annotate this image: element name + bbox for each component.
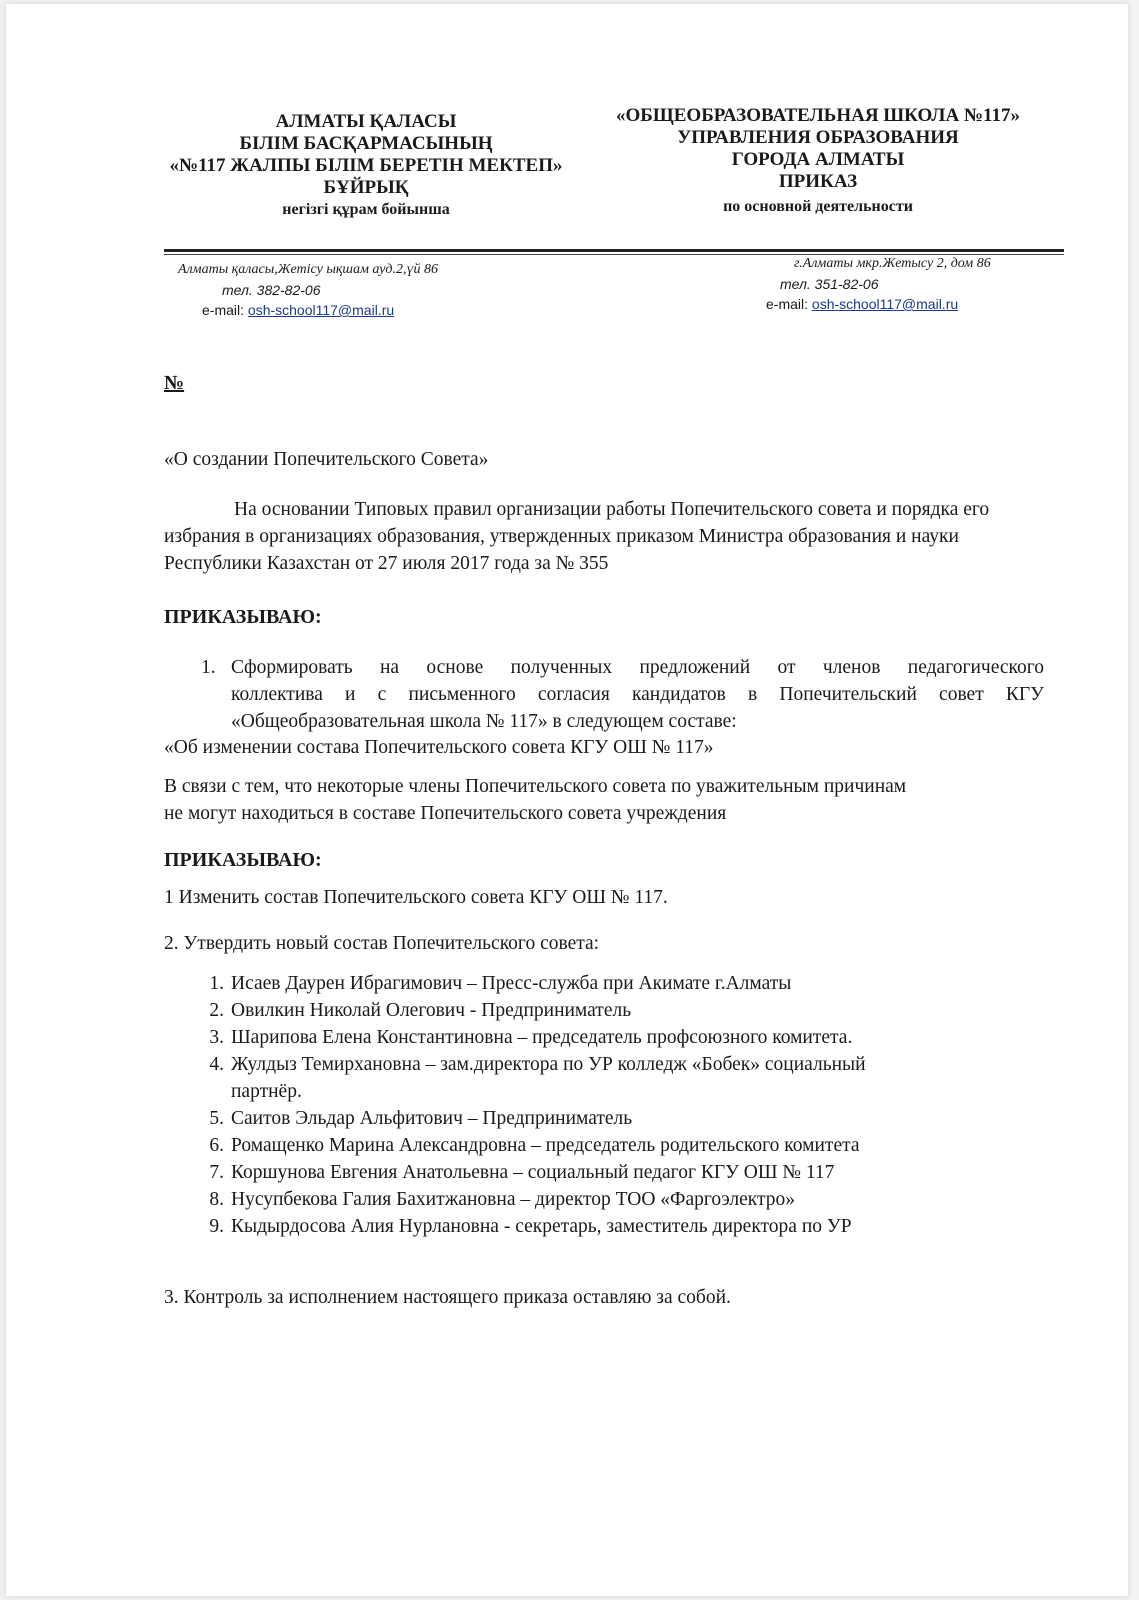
header-left-line5: негізгі құрам бойынша (282, 201, 450, 218)
order-item-1-line2: коллектива и с письменного согласия кандидатов в Попечительский совет КГУ (231, 684, 1044, 705)
order-point-2: 2. Утвердить новый состав Попечительского совета: (164, 933, 600, 954)
address-right-email-label: e-mail: (766, 296, 812, 312)
header-left-line2: БІЛІМ БАСҚАРМАСЫНЫҢ (239, 133, 493, 154)
address-right-email-link[interactable]: osh-school117@mail.ru (811, 296, 959, 312)
reason-paragraph (164, 773, 1064, 827)
list-item: 8. Нусупбекова Галия Бахитжановна – директор ТОО «Фаргоэлектро» (209, 1189, 795, 1210)
header-left-line3: «№117 ЖАЛПЫ БІЛІМ БЕРЕТІН МЕКТЕП» (169, 155, 563, 176)
order-point-3: 3. Контроль за исполнением настоящего приказа оставляю за собой. (164, 1287, 731, 1308)
list-item: 1. Исаев Даурен Ибрагимович – Пресс-служба при Акимате г.Алматы (209, 973, 792, 994)
header-right (588, 105, 1048, 218)
list-item: 2. Овилкин Николай Олегович - Предприниматель (209, 1000, 632, 1021)
address-left-email-link[interactable]: osh-school117@mail.ru (247, 302, 395, 318)
header-left-line1: АЛМАТЫ ҚАЛАСЫ (275, 111, 457, 132)
header-right-line5: по основной деятельности (723, 198, 913, 215)
list-item: 3. Шарипова Елена Константиновна – председатель профсоюзного комитета. (209, 1027, 853, 1048)
reason-line-2: не могут находиться в составе Попечительского совета учреждения (164, 803, 727, 824)
list-item: 4. Жулдыз Темирхановна – зам.директора по УР колледж «Бобек» социальный партнёр. (209, 1054, 866, 1102)
address-left-street: Алматы қаласы,Жетісу ықшам ауд.2,үй 86 (178, 262, 438, 277)
order-item-1-line1: Сформировать на основе полученных предложений от членов педагогического (231, 657, 1044, 678)
preamble-paragraph: На основании Типовых правил организации работы Попечительского совета и порядка его избрания в организациях образования, утвержденных приказом Министра образования и науки Республики Казахстан от 27 июля 2017 года за № 355 (164, 499, 990, 574)
order-heading-2: ПРИКАЗЫВАЮ: (164, 849, 322, 871)
reason-line-1: В связи с тем, что некоторые члены Попечительского совета по уважительным причинам (164, 776, 907, 797)
address-left (178, 260, 438, 320)
list-item: 5. Саитов Эльдар Альфитович – Предприниматель (209, 1108, 633, 1129)
address-right-phone: тел. 351-82-06 (780, 276, 879, 292)
address-right-street: г.Алматы мкр.Жетысу 2, дом 86 (794, 256, 991, 271)
header-right-line3: ГОРОДА АЛМАТЫ (731, 149, 905, 170)
order-item-1-number: 1. (201, 657, 216, 678)
header-right-line2: УПРАВЛЕНИЯ ОБРАЗОВАНИЯ (677, 127, 959, 148)
list-item: 6. Ромащенко Марина Александровна – председатель родительского комитета (209, 1135, 860, 1156)
list-item: 9. Кыдырдосова Алия Нурлановна - секретарь, заместитель директора по УР (209, 1216, 852, 1237)
header-divider-thick (164, 249, 1064, 252)
member-list (164, 970, 1064, 1240)
header-left-line4: БҰЙРЫҚ (323, 177, 409, 198)
order-item-1 (164, 654, 1044, 735)
address-right (766, 254, 991, 314)
address-left-email-label: e-mail: (202, 302, 248, 318)
list-item: 7. Коршунова Евгения Анатольевна – социальный педагог КГУ ОШ № 117 (209, 1162, 835, 1183)
order-item-1-line3: «Общеобразовательная школа № 117» в следующем составе: (231, 711, 737, 732)
header-right-line1: «ОБЩЕОБРАЗОВАТЕЛЬНАЯ ШКОЛА №117» (616, 105, 1020, 126)
header-right-line4: ПРИКАЗ (778, 171, 858, 192)
document-number: № (164, 372, 185, 394)
address-left-phone: тел. 382-82-06 (222, 282, 321, 298)
change-title: «Об изменении состава Попечительского совета КГУ ОШ № 117» (164, 737, 714, 758)
address-right-email-line (766, 294, 991, 314)
document-page (6, 4, 1128, 1596)
order-point-1: 1 Изменить состав Попечительского совета КГУ ОШ № 117. (164, 887, 668, 908)
document-title: «О создании Попечительского Совета» (164, 449, 489, 470)
address-left-email-line (178, 300, 438, 320)
order-heading-1: ПРИКАЗЫВАЮ: (164, 606, 322, 628)
header-left (166, 111, 606, 221)
